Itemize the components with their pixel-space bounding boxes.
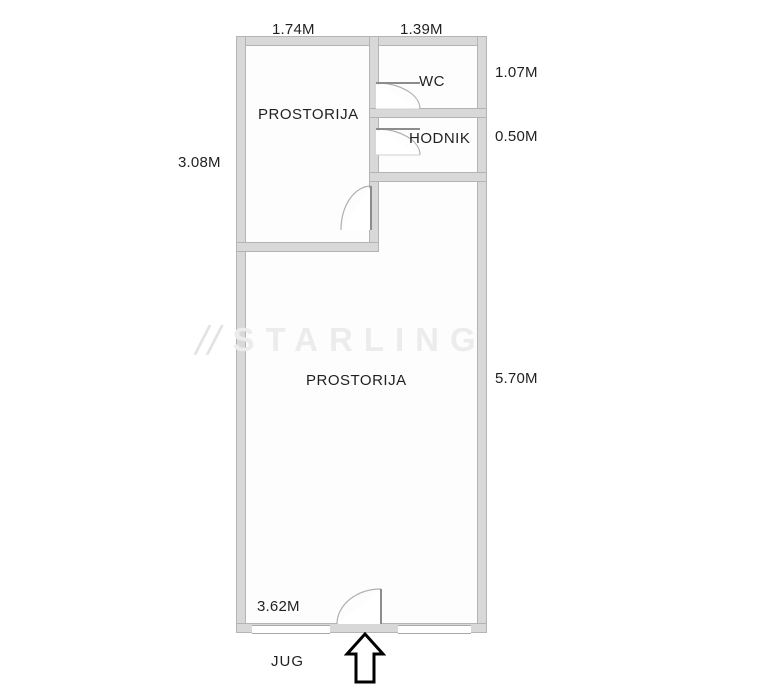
door-room-left [340, 185, 372, 231]
dimension-left-height: 3.08M [178, 154, 221, 171]
wall-exterior-right [477, 36, 487, 633]
watermark-mark: // [196, 315, 221, 364]
wall-exterior-left [236, 36, 246, 633]
dimension-top-left: 1.74M [272, 21, 315, 38]
room-label-top-left: PROSTORIJA [258, 106, 359, 123]
wall-interior-hodnik-bottom [369, 172, 487, 182]
room-label-main: PROSTORIJA [306, 372, 407, 389]
door-wc [375, 82, 421, 110]
window-bottom-left [252, 625, 330, 634]
dimension-main-height: 5.70M [495, 370, 538, 387]
dimension-wc-height: 1.07M [495, 64, 538, 81]
wall-interior-room-bottom [236, 242, 379, 252]
dimension-bottom-width: 3.62M [257, 598, 300, 615]
watermark-text: STARLING [232, 321, 487, 358]
up-arrow-icon [344, 632, 386, 684]
room-label-hodnik: HODNIK [409, 130, 471, 147]
window-bottom-right [398, 625, 471, 634]
dimension-top-right: 1.39M [400, 21, 443, 38]
dimension-hodnik-height: 0.50M [495, 128, 538, 145]
door-entrance [336, 588, 382, 626]
compass-label-jug: JUG [271, 653, 304, 670]
room-label-wc: WC [419, 73, 445, 90]
